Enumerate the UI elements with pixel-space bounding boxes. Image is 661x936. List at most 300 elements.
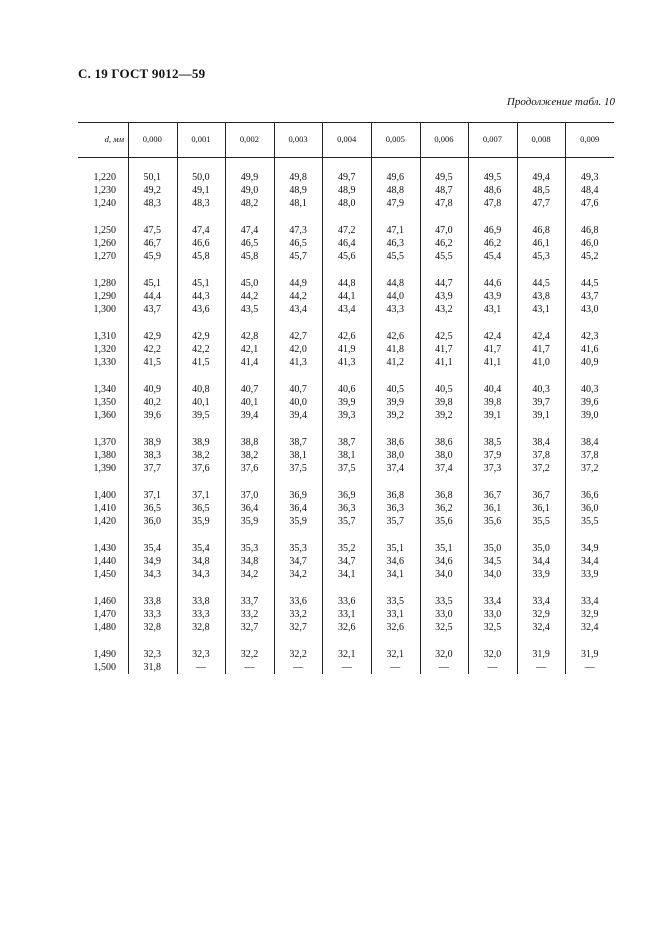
table-cell: 42,6 xyxy=(337,331,356,342)
column-header: 0,007 xyxy=(482,134,503,144)
table-cell: 37,9 xyxy=(483,450,502,462)
table-cell: 46,6 xyxy=(192,238,210,250)
table-cell: 44,4 xyxy=(143,291,162,303)
table-cell: 35,4 xyxy=(192,543,210,554)
table-cell: 44,7 xyxy=(435,278,453,289)
table-cell: 32,9 xyxy=(532,609,550,621)
table-cell: — xyxy=(195,662,206,674)
table-cell: 38,4 xyxy=(532,437,550,448)
row-d-value: 1,430 xyxy=(93,543,116,554)
table-cell: 36,0 xyxy=(580,503,599,515)
table-cell: 40,7 xyxy=(240,384,259,395)
table-cell: 34,8 xyxy=(192,556,210,568)
table-cell: 34,2 xyxy=(289,569,307,581)
table-cell: 41,2 xyxy=(386,357,405,369)
table-cell: 49,7 xyxy=(337,172,356,183)
row-d-value: 1,450 xyxy=(93,569,116,581)
table-cell: 38,6 xyxy=(386,437,405,448)
table-cell: 37,5 xyxy=(289,463,307,475)
table-cell: 40,0 xyxy=(289,397,307,409)
table-cell: 49,0 xyxy=(240,185,259,197)
row-d-value: 1,470 xyxy=(93,609,116,621)
table-cell: 33,7 xyxy=(240,596,259,607)
table-cell: 33,3 xyxy=(192,609,210,621)
column-header: 0,008 xyxy=(531,134,551,144)
table-cell: 43,8 xyxy=(532,291,550,303)
table-cell: 35,7 xyxy=(337,516,356,528)
table-cell: 47,8 xyxy=(483,198,502,210)
table-cell: 46,2 xyxy=(483,238,502,250)
table-cell: 33,0 xyxy=(435,609,453,621)
table-cell: 45,4 xyxy=(483,251,502,263)
table-cell: 32,1 xyxy=(386,649,405,660)
table-cell: 39,8 xyxy=(483,397,502,409)
table-cell: 34,4 xyxy=(532,556,550,568)
table-cell: 45,9 xyxy=(143,251,162,263)
table-cell: 32,8 xyxy=(192,622,210,634)
table-cell: 42,3 xyxy=(580,331,599,342)
table-cell: 32,7 xyxy=(289,622,307,634)
table-cell: 32,3 xyxy=(192,649,210,660)
table-cell: 35,6 xyxy=(435,516,453,528)
table-cell: 33,1 xyxy=(337,609,356,621)
table-cell: 39,9 xyxy=(337,397,356,409)
table-continuation-caption: Продолжение табл. 10 xyxy=(506,96,615,108)
table-cell: 33,6 xyxy=(289,596,307,607)
table-cell: 40,5 xyxy=(386,384,405,395)
table-cell: 40,9 xyxy=(143,384,162,395)
table-cell: 47,1 xyxy=(386,225,405,236)
table-cell: 37,7 xyxy=(143,463,162,475)
table-cell: 40,1 xyxy=(240,397,259,409)
table-cell: 36,9 xyxy=(289,490,307,501)
table-cell: 40,7 xyxy=(289,384,307,395)
table-cell: 36,2 xyxy=(435,503,453,515)
table-cell: 31,9 xyxy=(580,649,599,660)
table-cell: 48,4 xyxy=(580,185,599,197)
table-cell: 40,8 xyxy=(192,384,210,395)
row-d-value: 1,340 xyxy=(93,384,116,395)
row-d-value: 1,420 xyxy=(93,516,116,528)
table-cell: — xyxy=(584,662,595,674)
table-cell: 37,1 xyxy=(192,490,210,501)
row-d-value: 1,480 xyxy=(93,622,116,634)
table-cell: 42,2 xyxy=(143,344,162,356)
page-header: С. 19 ГОСТ 9012—59 xyxy=(78,66,206,81)
column-divider xyxy=(128,122,129,674)
table-cell: 47,5 xyxy=(143,225,162,236)
table-cell: 34,9 xyxy=(143,556,162,568)
table-cell: 33,1 xyxy=(386,609,405,621)
row-d-value: 1,250 xyxy=(93,225,116,236)
table-cell: 36,7 xyxy=(483,490,502,501)
table-cell: 38,6 xyxy=(435,437,453,448)
table-cell: 36,8 xyxy=(386,490,405,501)
column-divider xyxy=(274,122,275,674)
table-cell: 33,9 xyxy=(532,569,550,581)
column-header: 0,003 xyxy=(288,134,308,144)
row-d-value: 1,240 xyxy=(93,198,116,210)
table-cell: 43,7 xyxy=(143,304,162,316)
column-divider xyxy=(371,122,372,674)
table-cell: 48,8 xyxy=(386,185,405,197)
column-divider xyxy=(517,122,518,674)
table-cell: 48,6 xyxy=(483,185,502,197)
table-cell: 41,7 xyxy=(532,344,550,356)
table-cell: 37,2 xyxy=(580,463,599,475)
table-cell: 34,4 xyxy=(580,556,599,568)
table-cell: 40,1 xyxy=(192,397,210,409)
table-cell: 32,5 xyxy=(435,622,453,634)
table-cell: 38,3 xyxy=(143,450,162,462)
table-cell: 34,3 xyxy=(143,569,162,581)
column-header: 0,004 xyxy=(337,134,357,144)
table-cell: 39,6 xyxy=(580,397,599,409)
table-cell: 34,9 xyxy=(580,543,599,554)
table-cell: 41,3 xyxy=(289,357,307,369)
column-divider xyxy=(468,122,469,674)
table-cell: 43,4 xyxy=(289,304,307,316)
table-cell: 35,2 xyxy=(337,543,356,554)
table-cell: 34,5 xyxy=(483,556,502,568)
table-cell: 33,5 xyxy=(435,596,453,607)
table-cell: 47,9 xyxy=(386,198,405,210)
row-d-value: 1,320 xyxy=(93,344,116,356)
row-d-value: 1,360 xyxy=(93,410,116,422)
table-cell: 49,4 xyxy=(532,172,550,183)
table-cell: 43,4 xyxy=(337,304,356,316)
table-cell: 43,0 xyxy=(580,304,599,316)
table-cell: 32,7 xyxy=(240,622,259,634)
table-cell: 48,5 xyxy=(532,185,550,197)
table-cell: 36,7 xyxy=(532,490,550,501)
table-cell: 33,6 xyxy=(337,596,356,607)
table-cell: 39,6 xyxy=(143,410,162,422)
table-cell: 48,0 xyxy=(337,198,356,210)
table-cell: 33,3 xyxy=(143,609,162,621)
table-cell: 35,6 xyxy=(483,516,502,528)
table-cell: 49,5 xyxy=(435,172,453,183)
table-cell: 45,5 xyxy=(386,251,405,263)
table-cell: 45,8 xyxy=(240,251,259,263)
table-cell: 37,4 xyxy=(435,463,453,475)
column-divider xyxy=(225,122,226,674)
table-cell: 38,1 xyxy=(289,450,307,462)
table-cell: 34,6 xyxy=(386,556,405,568)
table-cell: 38,4 xyxy=(580,437,599,448)
table-cell: 36,5 xyxy=(192,503,210,515)
row-d-value: 1,300 xyxy=(93,304,116,316)
table-cell: 38,7 xyxy=(337,437,356,448)
table-cell: 47,2 xyxy=(337,225,356,236)
table-cell: 40,3 xyxy=(580,384,599,395)
table-cell: 44,0 xyxy=(386,291,405,303)
table-cell: 39,1 xyxy=(532,410,550,422)
column-header: 0,002 xyxy=(239,134,260,144)
table-cell: 33,8 xyxy=(192,596,210,607)
row-d-value: 1,410 xyxy=(93,503,116,515)
table-cell: 42,0 xyxy=(289,344,307,356)
table-cell: 32,6 xyxy=(386,622,405,634)
table-cell: 41,5 xyxy=(143,357,162,369)
row-d-value: 1,490 xyxy=(93,649,116,660)
table-cell: 49,2 xyxy=(143,185,162,197)
table-cell: 33,4 xyxy=(532,596,550,607)
table-cell: 44,1 xyxy=(337,291,356,303)
table-cell: 32,0 xyxy=(435,649,453,660)
table-cell: 49,9 xyxy=(240,172,259,183)
table-cell: 46,0 xyxy=(580,238,599,250)
table-cell: 38,1 xyxy=(337,450,356,462)
table-cell: 35,3 xyxy=(289,543,307,554)
table-cell: 36,9 xyxy=(337,490,356,501)
table-cell: 42,6 xyxy=(386,331,405,342)
table-cell: 42,1 xyxy=(240,344,259,356)
row-d-value: 1,260 xyxy=(93,238,116,250)
table-cell: 42,7 xyxy=(289,331,307,342)
table-cell: 33,2 xyxy=(289,609,307,621)
table-cell: 39,3 xyxy=(337,410,356,422)
table-cell: 37,0 xyxy=(240,490,259,501)
table-cell: 35,9 xyxy=(289,516,307,528)
row-d-value: 1,280 xyxy=(93,278,116,289)
table-cell: 46,2 xyxy=(435,238,453,250)
table-cell: 32,4 xyxy=(532,622,550,634)
table-cell: 40,3 xyxy=(532,384,550,395)
table-cell: 47,4 xyxy=(192,225,210,236)
table-cell: 37,5 xyxy=(337,463,356,475)
row-d-value: 1,270 xyxy=(93,251,116,263)
table-cell: 44,2 xyxy=(289,291,307,303)
table-cell: 37,4 xyxy=(386,463,405,475)
table-cell: 34,8 xyxy=(240,556,259,568)
table-cell: 35,9 xyxy=(240,516,259,528)
column-divider xyxy=(177,122,178,674)
table-cell: 41,7 xyxy=(435,344,453,356)
column-header: 0,005 xyxy=(385,134,405,144)
table-cell: 32,2 xyxy=(240,649,259,660)
table-cell: 44,9 xyxy=(289,278,307,289)
table-cell: 43,3 xyxy=(386,304,405,316)
table-cell: 35,5 xyxy=(580,516,599,528)
table-cell: 39,1 xyxy=(483,410,502,422)
table-cell: 43,2 xyxy=(435,304,453,316)
table-cell: 50,0 xyxy=(192,172,210,183)
table-cell: 36,3 xyxy=(337,503,356,515)
table-cell: 45,1 xyxy=(192,278,210,289)
table-cell: 42,9 xyxy=(143,331,162,342)
table-cell: 38,0 xyxy=(435,450,453,462)
table-cell: 50,1 xyxy=(143,172,162,183)
table-cell: 42,4 xyxy=(532,331,550,342)
table-cell: 41,1 xyxy=(483,357,502,369)
table-cell: — xyxy=(244,662,255,674)
table-cell: 34,7 xyxy=(337,556,356,568)
table-cell: 37,6 xyxy=(240,463,259,475)
table-cell: 44,5 xyxy=(580,278,599,289)
table-cell: 38,2 xyxy=(192,450,210,462)
table-cell: 39,4 xyxy=(240,410,259,422)
table-cell: 43,1 xyxy=(532,304,550,316)
table-cell: 41,8 xyxy=(386,344,405,356)
table-cell: 42,2 xyxy=(192,344,210,356)
table-cell: 48,9 xyxy=(337,185,356,197)
row-d-value: 1,370 xyxy=(93,437,116,448)
table-cell: 46,9 xyxy=(483,225,502,236)
table-cell: 49,8 xyxy=(289,172,307,183)
row-d-value: 1,460 xyxy=(93,596,116,607)
table-cell: 37,3 xyxy=(483,463,502,475)
row-d-value: 1,380 xyxy=(93,450,116,462)
table-cell: 33,5 xyxy=(386,596,405,607)
table-cell: 31,8 xyxy=(143,662,162,674)
table-cell: 46,8 xyxy=(580,225,599,236)
table-cell: 46,3 xyxy=(386,238,405,250)
table-cell: 39,9 xyxy=(386,397,405,409)
table-cell: 46,8 xyxy=(532,225,550,236)
table-cell: 39,8 xyxy=(435,397,453,409)
table-cell: 48,3 xyxy=(192,198,210,210)
table-cell: 42,5 xyxy=(435,331,453,342)
table-cell: 35,0 xyxy=(532,543,550,554)
table-cell: 32,6 xyxy=(337,622,356,634)
table-cell: 44,3 xyxy=(192,291,210,303)
row-d-value: 1,290 xyxy=(93,291,116,303)
table-cell: 43,9 xyxy=(483,291,502,303)
table-cell: 35,1 xyxy=(435,543,453,554)
row-d-value: 1,440 xyxy=(93,556,116,568)
table-cell: 32,2 xyxy=(289,649,307,660)
column-header: 0,009 xyxy=(580,134,600,144)
table-cell: 47,4 xyxy=(240,225,259,236)
table-cell: 32,8 xyxy=(143,622,162,634)
table-cell: 33,4 xyxy=(483,596,502,607)
table-cell: 43,1 xyxy=(483,304,502,316)
table-cell: 39,7 xyxy=(532,397,550,409)
table-cell: — xyxy=(293,662,304,674)
table-cell: 38,7 xyxy=(289,437,307,448)
table-cell: 41,4 xyxy=(240,357,259,369)
table-cell: 45,0 xyxy=(240,278,259,289)
row-d-value: 1,310 xyxy=(93,331,116,342)
table-cell: 37,6 xyxy=(192,463,210,475)
table-cell: 38,2 xyxy=(240,450,259,462)
table-cell: 47,6 xyxy=(580,198,599,210)
table-cell: 44,8 xyxy=(337,278,356,289)
table-cell: 34,3 xyxy=(192,569,210,581)
table-cell: 31,9 xyxy=(532,649,550,660)
row-d-value: 1,230 xyxy=(93,185,116,197)
table-cell: 34,2 xyxy=(240,569,259,581)
table-cell: 33,2 xyxy=(240,609,259,621)
table-cell: 33,0 xyxy=(483,609,502,621)
table-cell: 37,1 xyxy=(143,490,162,501)
table-cell: 35,4 xyxy=(143,543,162,554)
table-cell: 38,9 xyxy=(143,437,162,448)
table-cell: 43,9 xyxy=(435,291,453,303)
table-cell: 34,7 xyxy=(289,556,307,568)
table-cell: 39,5 xyxy=(192,410,210,422)
table-cell: 46,5 xyxy=(289,238,307,250)
table-cell: 33,9 xyxy=(580,569,599,581)
table-cell: 34,1 xyxy=(386,569,405,581)
table-cell: 42,4 xyxy=(483,331,502,342)
table-cell: 49,6 xyxy=(386,172,405,183)
table-cell: 48,3 xyxy=(143,198,162,210)
table-cell: 38,8 xyxy=(240,437,259,448)
table-cell: 43,7 xyxy=(580,291,599,303)
table-cell: 47,8 xyxy=(435,198,453,210)
table-cell: 36,6 xyxy=(580,490,599,501)
table-cell: — xyxy=(438,662,449,674)
table-cell: 36,3 xyxy=(386,503,405,515)
table-cell: 44,8 xyxy=(386,278,405,289)
table-cell: 41,7 xyxy=(483,344,502,356)
table-cell: 32,1 xyxy=(337,649,356,660)
table-cell: 40,4 xyxy=(483,384,502,395)
table-cell: 45,5 xyxy=(435,251,453,263)
table-cell: 40,6 xyxy=(337,384,356,395)
table-cell: 39,2 xyxy=(386,410,405,422)
column-header: 0,000 xyxy=(142,134,162,144)
table-cell: 43,5 xyxy=(240,304,259,316)
table-header-rule xyxy=(78,157,614,158)
table-cell: 47,3 xyxy=(289,225,307,236)
column-divider xyxy=(420,122,421,674)
table-cell: 41,5 xyxy=(192,357,210,369)
table-cell: 36,1 xyxy=(532,503,550,515)
table-cell: 49,5 xyxy=(483,172,502,183)
table-cell: 45,1 xyxy=(143,278,162,289)
table-cell: 37,8 xyxy=(580,450,599,462)
table-cell: 48,7 xyxy=(435,185,453,197)
table-cell: 39,0 xyxy=(580,410,599,422)
table-cell: 44,6 xyxy=(483,278,502,289)
table-cell: 45,2 xyxy=(580,251,599,263)
table-cell: 36,4 xyxy=(240,503,259,515)
table-cell: — xyxy=(341,662,352,674)
table-cell: 40,9 xyxy=(580,357,599,369)
column-divider xyxy=(565,122,566,674)
table-cell: 38,9 xyxy=(192,437,210,448)
table-cell: — xyxy=(390,662,401,674)
table-cell: 45,7 xyxy=(289,251,307,263)
table-cell: 48,9 xyxy=(289,185,307,197)
table-cell: 39,2 xyxy=(435,410,453,422)
table-cell: 38,0 xyxy=(386,450,405,462)
table-cell: 42,9 xyxy=(192,331,210,342)
table-cell: — xyxy=(487,662,498,674)
column-header: 0,006 xyxy=(434,134,454,144)
table-cell: 34,1 xyxy=(337,569,356,581)
row-d-value: 1,350 xyxy=(93,397,116,409)
table-cell: 33,4 xyxy=(580,596,599,607)
table-cell: 45,8 xyxy=(192,251,210,263)
data-table xyxy=(78,122,614,674)
table-cell: 35,9 xyxy=(192,516,210,528)
table-cell: 48,1 xyxy=(289,198,307,210)
table-cell: — xyxy=(536,662,547,674)
table-cell: 34,0 xyxy=(483,569,502,581)
table-cell: 48,2 xyxy=(240,198,259,210)
table-cell: 35,5 xyxy=(532,516,550,528)
table-cell: 45,6 xyxy=(337,251,356,263)
table-cell: 41,0 xyxy=(532,357,550,369)
table-cell: 34,0 xyxy=(435,569,453,581)
column-divider xyxy=(322,122,323,674)
table-cell: 45,3 xyxy=(532,251,550,263)
table-cell: 33,8 xyxy=(143,596,162,607)
